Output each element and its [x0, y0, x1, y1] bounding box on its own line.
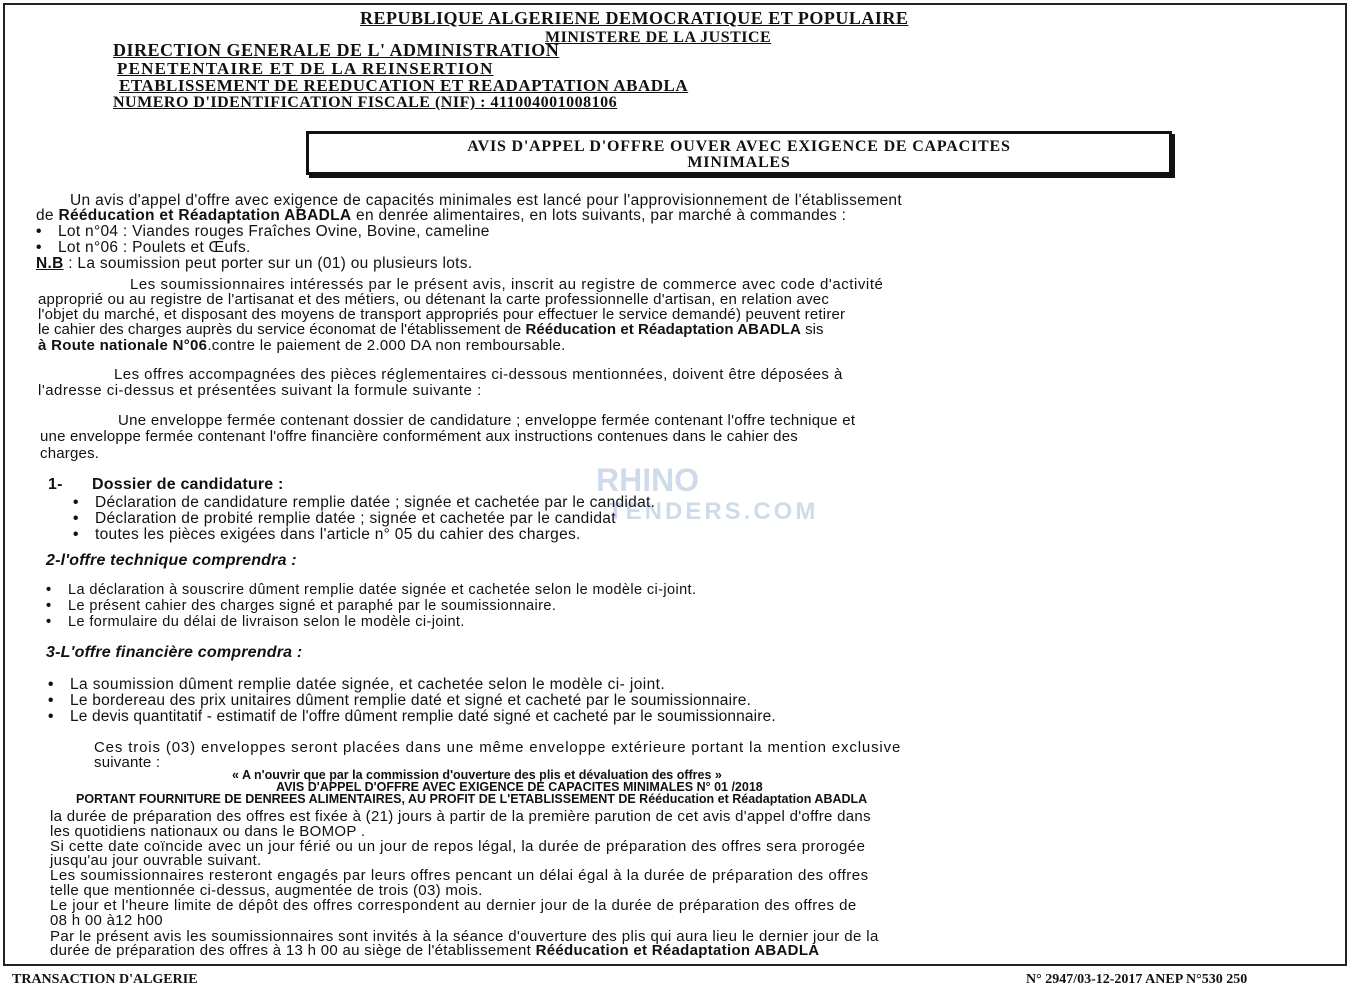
footer-reference: N° 2947/03-12-2017 ANEP N°530 250 — [1026, 972, 1248, 987]
intro-line-1: Un avis d'appel d'offre avec exigence de capacités minimales est lancé pour l'approvisionnement de l'établissement — [70, 192, 903, 209]
section2-item: • La déclaration à souscrire dûment remplie datée signée et cachetée selon le modèle ci-joint. — [68, 582, 696, 598]
notice-title-line-2: MINIMALES — [687, 154, 791, 171]
envelope-mention-2: AVIS D'APPEL D'OFFRE AVEC EXIGENCE DE CAPACITES MINIMALES N° 01 /2018 — [276, 780, 763, 794]
direction-heading-1: DIRECTION GENERALE DE L' ADMINISTRATION — [113, 40, 560, 60]
notice-title-box — [306, 131, 1172, 175]
republic-heading: REPUBLIQUE ALGERIENE DEMOCRATIQUE ET POPULAIRE — [360, 8, 909, 28]
closing-line-2: les quotidiens nationaux ou dans le BOMOP . — [50, 823, 366, 840]
para3-line-2: une enveloppe fermée contenant l'offre financière conformément aux instructions contenues dans le cahier des — [40, 428, 798, 445]
section2-item: • Le présent cahier des charges signé et paraphé par le soumissionnaire. — [68, 598, 556, 614]
nb-note: N.B : La soumission peut porter sur un (01) ou plusieurs lots. — [36, 255, 473, 272]
closing-line-7: Le jour et l'heure limite de dépôt des offres correspondent au dernier jour de la durée de préparation des offres de — [50, 897, 857, 914]
envelope-mention-1: « A n'ouvrir que par la commission d'ouverture des plis et dévaluation des offres » — [232, 768, 722, 782]
para2-line-1: Les offres accompagnées des pièces réglementaires ci-dessous mentionnées, doivent être déposées à — [114, 366, 843, 383]
section3-item: • Le devis quantitatif - estimatif de l'offre dûment remplie daté signé et cacheté par le soumissionnaire. — [70, 708, 776, 726]
para1-line-2: approprié ou au registre de l'artisanat et des métiers, ou détenant la carte professionnelle d'artisan, en relation avec — [38, 291, 830, 308]
section1-item: • Déclaration de candidature remplie datée ; signée et cachetée par le candidat. — [95, 494, 655, 512]
section2-title: 2-l'offre technique comprendra : — [46, 552, 297, 569]
watermark-logo: RHINO TENDERS.COM — [596, 462, 819, 525]
para1-line-1: Les soumissionnaires intéressés par le présent avis, inscrit au registre de commerce avec code d'activité — [130, 276, 884, 293]
establishment-heading: ETABLISSEMENT DE REEDUCATION ET READAPTATION ABADLA — [119, 76, 689, 95]
lot-6-item: • Lot n°06 : Poulets et Œufs. — [58, 239, 251, 257]
closing-line-8: 08 h 00 à12 h00 — [50, 912, 163, 929]
section1-item: • Déclaration de probité remplie datée ; signée et cachetée par le candidat — [95, 510, 616, 528]
envelope-line-2: suivante : — [94, 754, 161, 771]
footer-publication: TRANSACTION D'ALGERIE — [12, 972, 198, 987]
notice-title-line-1: AVIS D'APPEL D'OFFRE OUVER AVEC EXIGENCE DE CAPACITES — [467, 138, 1011, 155]
lot-4-item: • Lot n°04 : Viandes rouges Fraîches Ovine, Bovine, cameline — [58, 223, 490, 241]
section2-item: • Le formulaire du délai de livraison selon le modèle ci-joint. — [68, 614, 465, 630]
nif-heading: NUMERO D'IDENTIFICATION FISCALE (NIF) : 411004001008106 — [113, 94, 618, 111]
section1-number: 1- — [48, 476, 63, 493]
section1-item: • toutes les pièces exigées dans l'article n° 05 du cahier des charges. — [95, 526, 581, 544]
envelope-mention-3: PORTANT FOURNITURE DE DENREES ALIMENTAIRES, AU PROFIT DE L'ETABLISSEMENT DE Rééducation et Réadaptation ABADLA — [76, 792, 868, 806]
section1-title: Dossier de candidature : — [92, 476, 284, 493]
para1-line-4: le cahier des charges auprès du service économat de l'établissement de Rééducation et Réadaptation ABADLA sis — [38, 321, 824, 338]
ministry-heading: MINISTERE DE LA JUSTICE — [545, 29, 772, 46]
para3-line-1: Une enveloppe fermée contenant dossier de candidature ; enveloppe fermée contenant l'offre technique et — [118, 412, 856, 429]
direction-heading-2: PENETENTAIRE ET DE LA REINSERTION — [117, 59, 494, 78]
para1-line-5: à Route nationale N°06.contre le paiement de 2.000 DA non remboursable. — [38, 337, 566, 354]
section3-item: • La soumission dûment remplie datée signée, et cachetée selon le modèle ci- joint. — [70, 676, 665, 694]
section3-item: • Le bordereau des prix unitaires dûment remplie daté et signé et cacheté par le soumissionnaire. — [70, 692, 751, 710]
envelope-line-1: Ces trois (03) enveloppes seront placées dans une même enveloppe extérieure portant la mention exclusive — [94, 739, 902, 756]
para1-line-3: l'objet du marché, et disposant des moyens de transport appropriés pour effectuer le service demandé) peuvent retirer — [38, 306, 846, 323]
para3-line-3: charges. — [40, 445, 100, 462]
para2-line-2: l'adresse ci-dessus et présentées suivant la formule suivante : — [38, 382, 482, 399]
intro-line-2: de Rééducation et Réadaptation ABADLA en denrée alimentaires, en lots suivants, par marché à commandes : — [36, 207, 847, 224]
closing-line-5: Les soumissionnaires resteront engagés par leurs offres pencant un délai égal à la durée de préparation des offres — [50, 867, 869, 884]
closing-line-1: la durée de préparation des offres est fixée à (21) jours à partir de la première parution de cet avis d'appel d'offre dans — [50, 808, 871, 825]
closing-line-10: durée de préparation des offres à 13 h 00 au siège de l'établissement Rééducation et Réadaptation ABADLA — [50, 942, 820, 959]
closing-line-6: telle que mentionnée ci-dessus, augmentée de trois (03) mois. — [50, 882, 483, 899]
closing-line-3: Si cette date coïncide avec un jour férié ou un jour de repos légal, la durée de préparation des offres sera prorogée — [50, 838, 866, 855]
section3-title: 3-L'offre financière comprendra : — [46, 644, 303, 661]
closing-line-4: jusqu'au jour ouvrable suivant. — [50, 852, 262, 869]
closing-line-9: Par le présent avis les soumissionnaires sont invités à la séance d'ouverture des plis qui aura lieu le dernier jour de la — [50, 928, 879, 945]
